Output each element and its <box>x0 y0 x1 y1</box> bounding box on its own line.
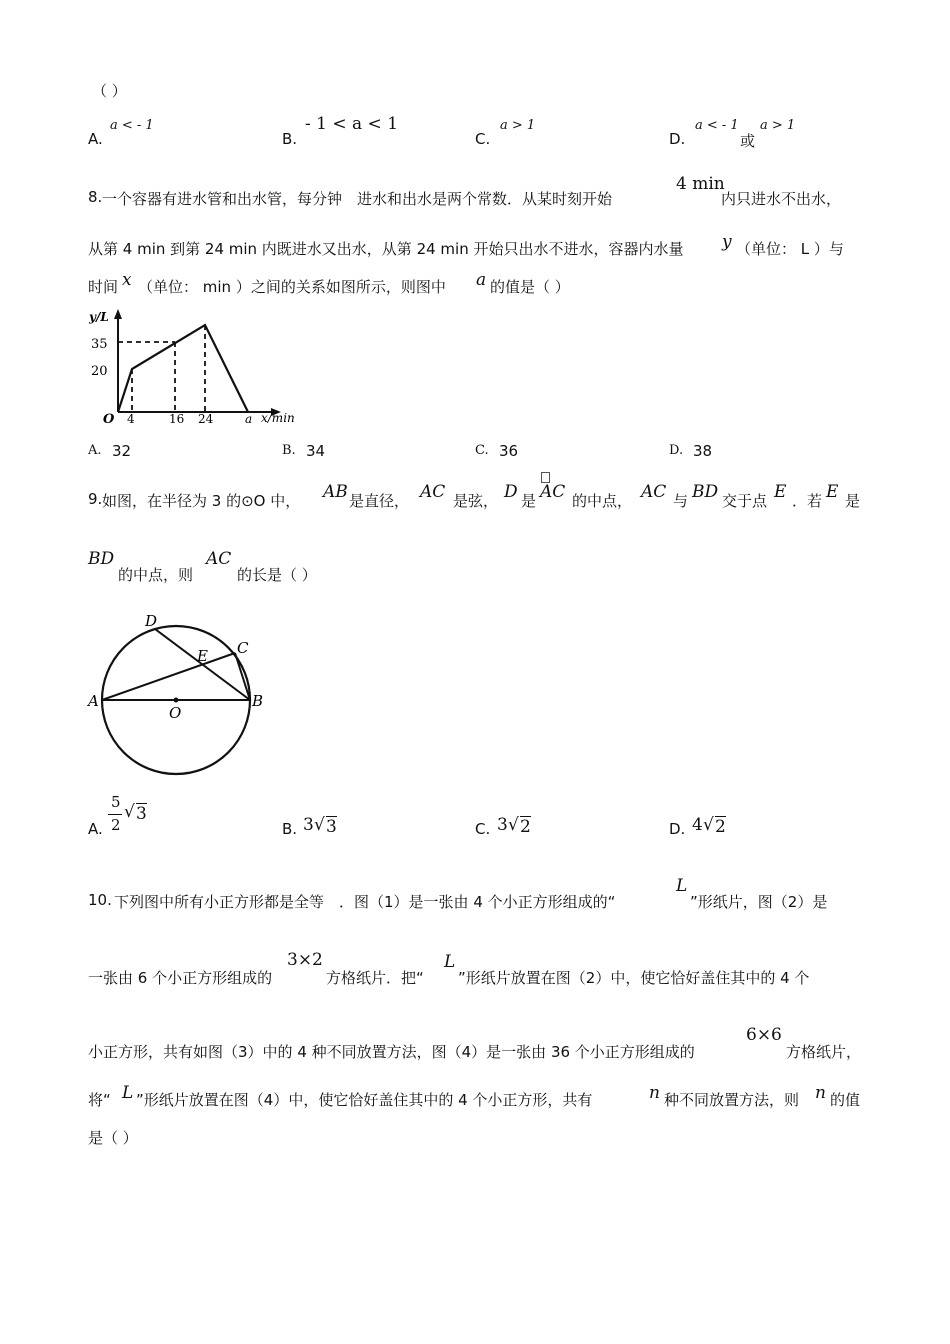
q10-line4-math2: n <box>649 1083 660 1103</box>
q10-line4-b: ”形纸片放置在图（4）中，使它恰好盖住其中的 4 个小正方形，共有 <box>136 1091 593 1109</box>
q9-option-a-denominator: 2 <box>111 816 121 834</box>
q9-m-d: D <box>504 482 518 502</box>
q10-line3-a: 小正方形，共有如图（3）中的 4 种不同放置方法，图（4）是一张由 36 个小正方形组成的 <box>88 1043 695 1061</box>
center-point <box>174 698 179 703</box>
q9-t9: 是 <box>845 492 861 510</box>
q9-number: 9. <box>88 490 103 508</box>
q9-option-d-coef: 4 <box>692 815 703 835</box>
q7-option-b-text: - 1 < a < 1 <box>305 114 399 134</box>
q8-line2: 从第 4 min 到第 24 min 内既进水又出水，从第 24 min 开始只出水不进水，容器内水量 <box>88 240 684 258</box>
q7-option-d-connector: 或 <box>740 132 756 150</box>
q9-m-ac2: AC <box>641 482 667 502</box>
q8-option-b-text: 34 <box>306 442 326 460</box>
q9-m-e2: E <box>826 482 839 502</box>
q10-line1-math: L <box>676 876 688 896</box>
q7-option-d-text2: a > 1 <box>760 118 796 133</box>
q10-line4-d: 的值 <box>830 1091 861 1109</box>
q10-line3-b: 方格纸片， <box>786 1043 862 1061</box>
x-tick-a: a <box>245 412 253 426</box>
q8-line2-end: （单位： L ）与 <box>736 240 844 258</box>
q10-line2-b: 方格纸片．把“ <box>326 969 424 987</box>
q9-option-a-radicand: 3 <box>136 804 147 824</box>
q9-option-b-label: B. <box>282 820 298 838</box>
q8-line1: 一个容器有进水管和出水管，每分钟 进水和出水是两个常数．从某时刻开始 <box>102 190 613 208</box>
q10-line4-math: L <box>122 1083 134 1103</box>
q10-line2-c: ”形纸片放置在图（2）中，使它恰好盖住其中的 4 个 <box>458 969 810 987</box>
sqrt-icon: √ <box>703 815 714 835</box>
q9-option-c-coef: 3 <box>497 815 508 835</box>
q7-option-b-label: B. <box>282 130 298 148</box>
q8-option-d-text: 38 <box>693 442 713 460</box>
q9-t10: 的中点，则 <box>118 566 194 584</box>
q9-m-bd: BD <box>692 482 719 502</box>
q9-t3: 是弦， <box>453 492 499 510</box>
sqrt-icon: √ <box>508 815 519 835</box>
q10-line2-math2: L <box>444 952 456 972</box>
q8-line3-math: x <box>122 270 132 290</box>
q9-t7: 交于点 <box>722 492 768 510</box>
sqrt-icon: √ <box>124 802 135 822</box>
q9-m-arc: AC <box>540 482 566 502</box>
q9-m-ac: AC <box>420 482 446 502</box>
q9-m-bd2: BD <box>88 549 115 569</box>
label-a: A <box>88 692 99 710</box>
chord-ac <box>102 653 235 700</box>
q8-line2-math: y <box>722 232 732 252</box>
q7-option-c-label: C. <box>475 130 491 148</box>
q7-option-c-text: a > 1 <box>500 118 536 133</box>
chord-bc <box>235 653 250 700</box>
q10-line5: 是（ ） <box>88 1129 138 1147</box>
q9-option-c-label: C. <box>475 820 491 838</box>
y-tick-35: 35 <box>91 337 108 352</box>
q8-line3-c: 的值是（ ） <box>490 278 570 296</box>
volume-line <box>118 325 248 412</box>
q9-t11: 的长是（ ） <box>237 566 317 584</box>
q9-option-c-radicand: 2 <box>520 817 531 837</box>
q8-graph <box>85 305 305 430</box>
y-axis-label: y/L <box>89 310 109 324</box>
q9-t1: 如图，在半径为 3 的⊙O 中， <box>102 492 301 510</box>
q9-t2: 是直径， <box>349 492 410 510</box>
q10-line1-b: ”形纸片，图（2）是 <box>690 893 828 911</box>
q9-option-a-numerator: 5 <box>111 793 121 811</box>
q8-line3-b: （单位： min ）之间的关系如图所示，则图中 <box>138 278 446 296</box>
q7-option-a-label: A. <box>88 130 103 148</box>
q7-option-a-text: a < - 1 <box>110 118 154 133</box>
q9-circle-figure <box>85 608 275 780</box>
x-tick-16: 16 <box>169 412 185 426</box>
q8-number: 8. <box>88 188 103 206</box>
q10-line2-math: 3×2 <box>287 950 323 970</box>
q9-m-ab: AB <box>323 482 348 502</box>
x-tick-24: 24 <box>198 412 214 426</box>
q9-t4: 是 <box>521 492 537 510</box>
q10-line4-a: 将“ <box>88 1091 111 1109</box>
q8-line1-math: 4 min <box>676 174 725 194</box>
q9-option-b-radicand: 3 <box>326 817 337 837</box>
q10-line4-math3: n <box>815 1083 826 1103</box>
q8-option-b-label: B. <box>282 443 296 458</box>
label-d: D <box>145 612 158 630</box>
q10-line3-math: 6×6 <box>746 1025 782 1045</box>
q8-option-d-label: D. <box>669 443 684 458</box>
y-axis-arrow <box>114 309 122 319</box>
fraction-bar <box>108 814 122 815</box>
q9-m-e: E <box>774 482 787 502</box>
q8-option-c-text: 36 <box>499 442 519 460</box>
q10-line1-a: 下列图中所有小正方形都是全等 ．图（1）是一张由 4 个小正方形组成的“ <box>114 893 616 911</box>
q8-line1-end: 内只进水不出水， <box>721 190 842 208</box>
q7-option-d-label: D. <box>669 130 686 148</box>
q8-option-c-label: C. <box>475 443 489 458</box>
x-axis-label: x/min <box>261 411 295 425</box>
q10-line4-c: 种不同放置方法，则 <box>664 1091 800 1109</box>
y-tick-20: 20 <box>91 364 108 379</box>
q9-t6: 与 <box>673 492 689 510</box>
q9-m-ac3: AC <box>206 549 232 569</box>
q8-line3-a: 时间 <box>88 278 119 296</box>
label-c: C <box>237 639 249 657</box>
q9-option-b-coef: 3 <box>303 815 314 835</box>
sqrt-icon: √ <box>314 815 325 835</box>
q10-line2-a: 一张由 6 个小正方形组成的 <box>88 969 273 987</box>
q7-answer-paren: （ ） <box>92 82 127 100</box>
q8-line3-math2: a <box>476 270 487 290</box>
label-e: E <box>197 647 208 665</box>
q8-option-a-label: A. <box>88 443 102 458</box>
q9-t8: ．若 <box>792 492 823 510</box>
q7-option-d-text: a < - 1 <box>695 118 739 133</box>
q9-option-a-label: A. <box>88 820 103 838</box>
origin-label: O <box>103 412 115 427</box>
q8-option-a-text: 32 <box>112 442 132 460</box>
label-b: B <box>252 692 264 710</box>
x-tick-4: 4 <box>127 412 135 426</box>
q9-option-d-label: D. <box>669 820 686 838</box>
label-o: O <box>169 704 182 722</box>
q9-option-d-radicand: 2 <box>715 817 726 837</box>
q10-number: 10. <box>88 891 112 909</box>
q9-t5: 的中点， <box>572 492 633 510</box>
